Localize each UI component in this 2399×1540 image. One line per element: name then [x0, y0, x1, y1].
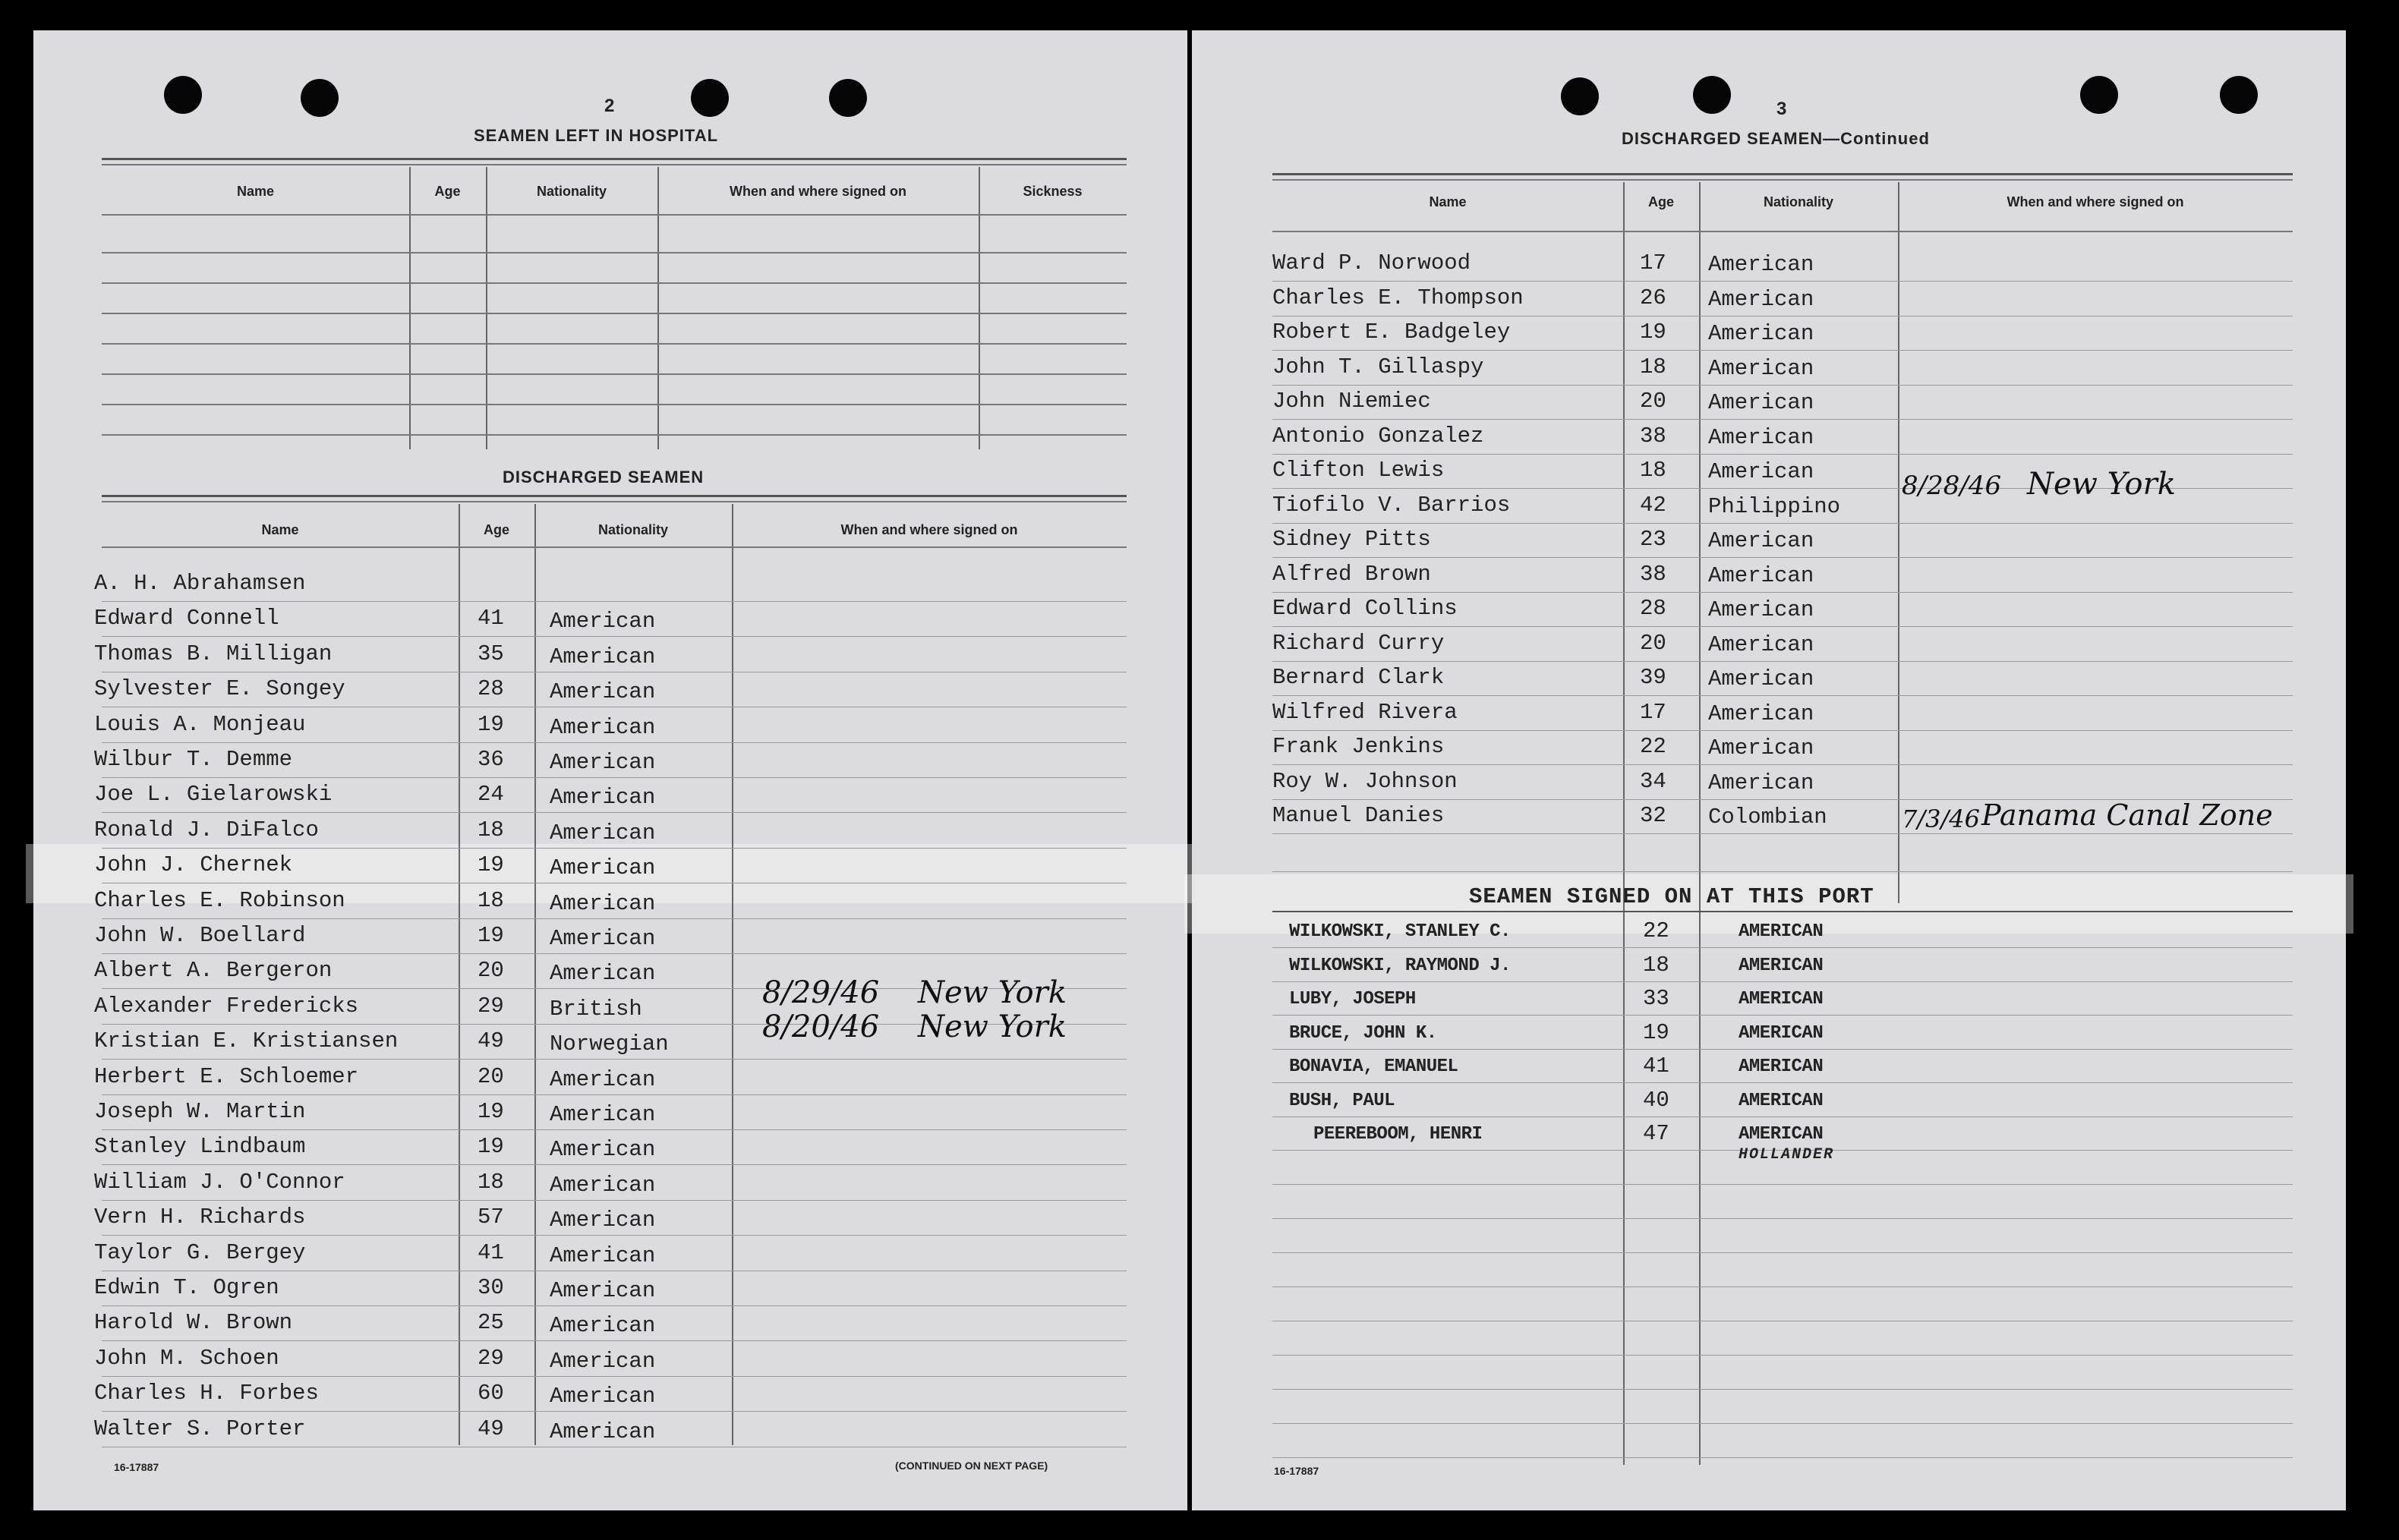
table-row: [33, 606, 1187, 639]
right-page: [1192, 30, 2346, 1510]
column-header: Age: [1647, 194, 1674, 209]
seaman-name: Sylvester E. Songey: [94, 676, 345, 702]
column-header: Name: [1429, 194, 1467, 209]
rule: [102, 158, 1127, 160]
table-row: [33, 641, 1187, 675]
seaman-age: 32: [1640, 803, 1666, 828]
seaman-name: Kristian E. Kristiansen: [94, 1028, 399, 1054]
row-rule: [1272, 833, 2293, 834]
column-divider: [979, 167, 980, 449]
handwritten-date: 8/29/46: [762, 975, 880, 1010]
handwritten-place: New York: [2027, 467, 2176, 502]
seaman-age: 30: [478, 1275, 504, 1300]
seaman-age: 29: [478, 993, 504, 1019]
seaman-age: 38: [1640, 423, 1666, 449]
seaman-nationality: American: [1708, 562, 1814, 588]
signed-on-nationality: AMERICAN: [1739, 1022, 1824, 1044]
column-divider: [657, 167, 659, 449]
seaman-nationality: American: [1708, 528, 1814, 553]
seaman-age: 18: [1640, 458, 1666, 483]
seaman-age: 19: [478, 711, 504, 737]
seaman-age: 18: [478, 817, 504, 842]
row-rule: [102, 343, 1127, 345]
seaman-name: John Niemiec: [1272, 389, 1431, 414]
row-rule: [102, 1129, 1127, 1130]
seaman-name: Harold W. Brown: [94, 1310, 293, 1336]
seaman-nationality: American: [1708, 666, 1814, 691]
seaman-nationality: American: [550, 1278, 656, 1303]
seaman-nationality: American: [550, 926, 656, 951]
rule: [1272, 911, 2293, 912]
seaman-age: 39: [1640, 665, 1666, 690]
row-rule: [1272, 419, 2293, 420]
table-row: [33, 1170, 1187, 1203]
seaman-nationality: American: [550, 1137, 656, 1163]
table-row: [1192, 250, 2346, 284]
table-row: [1192, 769, 2346, 802]
signed-on-age: 19: [1643, 1019, 1669, 1045]
seaman-nationality: American: [550, 961, 656, 987]
seaman-age: 60: [478, 1381, 504, 1406]
seaman-age: 41: [478, 606, 504, 631]
table-row: [1192, 951, 2346, 984]
signed-on-name: BUSH, PAUL: [1289, 1090, 1395, 1111]
seaman-age: 24: [478, 782, 504, 808]
rule: [102, 495, 1127, 497]
table-row: [33, 817, 1187, 851]
seaman-name: Charles H. Forbes: [94, 1381, 319, 1406]
seaman-name: Joe L. Gielarowski: [94, 782, 333, 808]
signed-on-age: 18: [1643, 952, 1669, 978]
row-rule: [1272, 1049, 2293, 1050]
signed-on-age: 33: [1643, 986, 1669, 1011]
rule: [102, 164, 1127, 165]
row-rule: [102, 282, 1127, 284]
form-code: 16-17887: [1274, 1465, 1319, 1477]
seaman-nationality: American: [550, 820, 656, 846]
row-rule: [102, 918, 1127, 919]
table-row: [1192, 984, 2346, 1018]
seaman-nationality: Colombian: [1708, 805, 1827, 830]
seaman-nationality: American: [550, 1208, 656, 1233]
row-rule: [1272, 1252, 2293, 1253]
signed-on-name: BONAVIA, EMANUEL: [1289, 1057, 1458, 1077]
row-rule: [1272, 730, 2293, 731]
signed-on-age: 40: [1643, 1087, 1669, 1113]
seaman-age: 19: [478, 923, 504, 948]
handwritten-date: 7/3/46: [1902, 805, 1980, 833]
seaman-nationality: American: [550, 644, 656, 669]
table-row: [33, 571, 1187, 604]
table-row: [1192, 917, 2346, 950]
punch-hole: [164, 76, 202, 114]
row-rule: [1272, 1218, 2293, 1219]
punch-hole: [301, 79, 339, 117]
punch-hole: [829, 79, 867, 117]
row-rule: [102, 777, 1127, 778]
seaman-age: 19: [1640, 320, 1666, 345]
seaman-nationality: American: [1708, 390, 1814, 415]
row-rule: [102, 1200, 1127, 1201]
row-rule: [102, 812, 1127, 813]
column-header: Name: [236, 184, 275, 199]
row-rule: [1272, 350, 2293, 351]
table-row: [1192, 562, 2346, 595]
row-rule: [102, 313, 1127, 314]
seaman-name: John J. Chernek: [94, 852, 293, 878]
seaman-nationality: American: [1708, 355, 1814, 381]
seaman-nationality: Philippino: [1708, 493, 1841, 519]
table-row: [33, 676, 1187, 710]
column-header: When and where signed on: [729, 184, 906, 199]
seaman-name: A. H. Abrahamsen: [94, 571, 306, 596]
column-divider: [486, 167, 487, 449]
seaman-age: 49: [478, 1416, 504, 1441]
table-row: [1192, 285, 2346, 319]
seaman-age: 29: [478, 1345, 504, 1371]
column-header: Age: [434, 184, 461, 199]
seaman-name: John M. Schoen: [94, 1345, 279, 1371]
signed-on-age: 41: [1643, 1053, 1669, 1079]
table-row: [1192, 734, 2346, 767]
seaman-name: Bernard Clark: [1272, 665, 1445, 690]
signed-on-name: WILKOWSKI, STANLEY C.: [1289, 921, 1511, 942]
handwritten-date: 8/28/46: [1902, 471, 2002, 501]
seaman-age: 17: [1640, 699, 1666, 725]
seaman-nationality: American: [550, 785, 656, 811]
column-header: Age: [483, 522, 509, 537]
table-row: [33, 1381, 1187, 1414]
table-row: [1192, 596, 2346, 629]
signed-on-age: 47: [1643, 1121, 1669, 1146]
seaman-age: 20: [478, 1063, 504, 1089]
column-header: When and where signed on: [2007, 194, 2184, 209]
page-number: 3: [1776, 99, 1787, 119]
signed-on-nationality: AMERICAN: [1739, 1057, 1824, 1077]
row-rule: [102, 1094, 1127, 1095]
row-rule: [1272, 592, 2293, 593]
row-rule: [102, 953, 1127, 954]
signed-on-name: PEEREBOOM, HENRI: [1313, 1124, 1483, 1145]
seaman-nationality: American: [1708, 424, 1814, 450]
row-rule: [102, 373, 1127, 375]
row-rule: [1272, 661, 2293, 662]
row-rule: [102, 1411, 1127, 1412]
seaman-name: Edwin T. Ogren: [94, 1275, 279, 1300]
table-row: [33, 1275, 1187, 1309]
seaman-nationality: Norwegian: [550, 1031, 669, 1057]
seaman-name: Clifton Lewis: [1272, 458, 1445, 483]
row-rule: [1272, 1355, 2293, 1356]
column-header: Nationality: [1763, 194, 1833, 209]
row-rule: [102, 1376, 1127, 1377]
row-rule: [102, 1340, 1127, 1341]
row-rule: [1272, 1082, 2293, 1083]
row-rule: [1272, 1015, 2293, 1016]
seaman-age: 17: [1640, 250, 1666, 276]
seaman-name: Herbert E. Schloemer: [94, 1063, 359, 1089]
row-rule: [102, 404, 1127, 405]
row-rule: [102, 636, 1127, 637]
signed-on-age: 22: [1643, 918, 1669, 943]
seaman-age: 18: [1640, 354, 1666, 379]
seaman-age: 20: [1640, 389, 1666, 414]
column-header: When and where signed on: [840, 522, 1018, 537]
seaman-name: Louis A. Monjeau: [94, 711, 306, 737]
seaman-nationality: American: [550, 609, 656, 635]
row-rule: [1272, 1423, 2293, 1424]
handwritten-place: Panama Canal Zone: [1981, 798, 2273, 832]
seaman-name: Manuel Danies: [1272, 803, 1445, 828]
signed-on-nationality: AMERICAN: [1739, 1090, 1824, 1111]
seaman-name: Taylor G. Bergey: [94, 1239, 306, 1265]
row-rule: [1272, 626, 2293, 627]
left-page: [33, 30, 1187, 1510]
handwritten-place: New York: [918, 975, 1067, 1010]
seaman-name: Joseph W. Martin: [94, 1099, 306, 1124]
rule: [102, 546, 1127, 548]
row-rule: [102, 601, 1127, 602]
seaman-nationality: American: [1708, 770, 1814, 795]
seaman-nationality: American: [550, 1419, 656, 1444]
row-rule: [1272, 454, 2293, 455]
row-rule: [102, 434, 1127, 436]
seaman-age: 41: [478, 1239, 504, 1265]
seaman-name: Stanley Lindbaum: [94, 1134, 306, 1160]
seaman-nationality: American: [1708, 735, 1814, 761]
table-row: [33, 1310, 1187, 1343]
seaman-name: Albert A. Bergeron: [94, 958, 333, 984]
signed-on-nationality: AMERICAN: [1739, 921, 1824, 942]
seaman-name: William J. O'Connor: [94, 1169, 345, 1195]
row-rule: [1272, 523, 2293, 524]
row-rule: [1272, 1116, 2293, 1117]
seaman-name: Edward Collins: [1272, 596, 1458, 621]
discharged-title: DISCHARGED SEAMEN: [503, 468, 705, 487]
seaman-name: Wilbur T. Demme: [94, 747, 293, 772]
column-header: Name: [261, 522, 299, 537]
seaman-nationality: American: [1708, 597, 1814, 622]
seaman-nationality: American: [1708, 286, 1814, 312]
row-rule: [102, 252, 1127, 254]
handwritten-place: New York: [918, 1009, 1067, 1044]
row-rule: [102, 1164, 1127, 1165]
seaman-name: Alexander Fredericks: [94, 993, 359, 1019]
seaman-name: Vern H. Richards: [94, 1205, 306, 1230]
seaman-name: Tiofilo V. Barrios: [1272, 492, 1511, 518]
seaman-age: 20: [1640, 630, 1666, 656]
row-rule: [102, 1235, 1127, 1236]
signed-on-nationality: AMERICAN: [1739, 955, 1824, 976]
seaman-name: Roy W. Johnson: [1272, 768, 1458, 794]
seaman-nationality: American: [550, 890, 656, 916]
seaman-age: 19: [478, 1099, 504, 1124]
row-rule: [1272, 1389, 2293, 1390]
table-row: [1192, 424, 2346, 457]
seaman-name: Richard Curry: [1272, 630, 1445, 656]
row-rule: [1272, 1286, 2293, 1287]
column-header: Nationality: [536, 184, 607, 199]
punch-hole: [2220, 76, 2258, 114]
seaman-name: Robert E. Badgeley: [1272, 320, 1511, 345]
table-row: [33, 852, 1187, 886]
seaman-age: 22: [1640, 734, 1666, 759]
rule: [1272, 231, 2293, 232]
seaman-age: 20: [478, 958, 504, 984]
form-code: 16-17887: [114, 1461, 159, 1473]
table-row: [33, 1240, 1187, 1274]
seaman-age: 57: [478, 1205, 504, 1230]
handwritten-correction: HOLLANDER: [1739, 1146, 1835, 1164]
seaman-age: 28: [1640, 596, 1666, 621]
seaman-name: Alfred Brown: [1272, 561, 1431, 587]
seaman-age: 35: [478, 641, 504, 666]
seaman-nationality: American: [550, 1384, 656, 1409]
seaman-age: 36: [478, 747, 504, 772]
table-row: [1192, 527, 2346, 560]
seaman-name: Thomas B. Milligan: [94, 641, 333, 666]
seaman-nationality: American: [1708, 252, 1814, 277]
table-row: [1192, 1052, 2346, 1085]
table-row: [33, 782, 1187, 815]
row-rule: [102, 848, 1127, 849]
seaman-nationality: American: [550, 750, 656, 775]
rule: [102, 214, 1127, 216]
row-rule: [1272, 764, 2293, 765]
table-row: [33, 1134, 1187, 1167]
seaman-nationality: American: [1708, 701, 1814, 726]
table-row: [33, 1064, 1187, 1098]
seaman-age: 49: [478, 1028, 504, 1054]
seaman-age: 42: [1640, 492, 1666, 518]
row-rule: [1272, 981, 2293, 982]
rule: [1272, 179, 2293, 181]
seaman-age: 19: [478, 1134, 504, 1160]
continued-title: DISCHARGED SEAMEN—Continued: [1622, 129, 1930, 148]
signed-on-nationality: AMERICAN: [1739, 1124, 1824, 1145]
seaman-nationality: American: [1708, 321, 1814, 346]
seaman-age: 38: [1640, 561, 1666, 587]
signed-on-title: SEAMEN SIGNED ON AT THIS PORT: [1469, 884, 1874, 909]
punch-hole: [2080, 76, 2118, 114]
row-rule: [1272, 281, 2293, 282]
row-rule: [1272, 385, 2293, 386]
seaman-age: 23: [1640, 527, 1666, 552]
punch-hole: [1693, 76, 1731, 114]
table-row: [33, 747, 1187, 780]
row-rule: [102, 742, 1127, 743]
table-row: [33, 1346, 1187, 1379]
seaman-age: 25: [478, 1310, 504, 1336]
column-header: Sickness: [1023, 184, 1083, 199]
table-row: [33, 1205, 1187, 1238]
table-row: [1192, 665, 2346, 698]
table-row: [33, 1099, 1187, 1132]
rule: [1272, 173, 2293, 175]
seaman-nationality: American: [550, 855, 656, 881]
seaman-nationality: American: [1708, 459, 1814, 484]
row-rule: [102, 1059, 1127, 1060]
column-header: Nationality: [597, 522, 668, 537]
row-rule: [1272, 1184, 2293, 1185]
seaman-name: Ronald J. DiFalco: [94, 817, 319, 842]
seaman-nationality: American: [550, 1172, 656, 1198]
seaman-nationality: American: [550, 1066, 656, 1092]
table-row: [33, 923, 1187, 956]
row-rule: [102, 1305, 1127, 1306]
table-row: [33, 888, 1187, 921]
punch-hole: [1561, 77, 1599, 115]
seaman-name: Antonio Gonzalez: [1272, 423, 1484, 449]
seaman-name: Edward Connell: [94, 606, 279, 631]
seaman-age: 26: [1640, 285, 1666, 310]
table-row: [1192, 320, 2346, 353]
seaman-age: 18: [478, 887, 504, 913]
seaman-name: Charles E. Thompson: [1272, 285, 1524, 310]
seaman-nationality: American: [550, 1348, 656, 1374]
seaman-age: 18: [478, 1169, 504, 1195]
table-row: [1192, 700, 2346, 733]
signed-on-name: WILKOWSKI, RAYMOND J.: [1289, 955, 1511, 976]
hospital-title: SEAMEN LEFT IN HOSPITAL: [474, 126, 719, 145]
punch-hole: [691, 79, 729, 117]
signed-on-name: BRUCE, JOHN K.: [1289, 1022, 1437, 1044]
seaman-age: 19: [478, 852, 504, 878]
row-rule: [1272, 695, 2293, 696]
seaman-nationality: British: [550, 996, 642, 1022]
seaman-age: 34: [1640, 768, 1666, 794]
table-row: [1192, 1086, 2346, 1120]
seaman-name: Walter S. Porter: [94, 1416, 306, 1441]
table-row: [33, 712, 1187, 745]
seaman-name: Charles E. Robinson: [94, 887, 345, 913]
table-row: [1192, 1019, 2346, 1052]
seaman-nationality: American: [550, 1102, 656, 1127]
seaman-age: 28: [478, 676, 504, 702]
table-row: [1192, 631, 2346, 664]
signed-on-name: LUBY, JOSEPH: [1289, 989, 1416, 1009]
handwritten-date: 8/20/46: [762, 1009, 880, 1044]
table-row: [1192, 354, 2346, 388]
seaman-name: Sidney Pitts: [1272, 527, 1431, 552]
page-number: 2: [604, 96, 615, 116]
continued-note: (CONTINUED ON NEXT PAGE): [895, 1460, 1048, 1472]
seaman-nationality: American: [1708, 631, 1814, 657]
row-rule: [1272, 557, 2293, 558]
seaman-name: Wilfred Rivera: [1272, 699, 1458, 725]
seaman-name: John W. Boellard: [94, 923, 306, 948]
signed-on-nationality: AMERICAN: [1739, 989, 1824, 1009]
column-divider: [409, 167, 411, 449]
table-row: [1192, 389, 2346, 422]
seaman-nationality: American: [550, 714, 656, 740]
row-rule: [1272, 1457, 2293, 1458]
row-rule: [1272, 947, 2293, 948]
seaman-nationality: American: [550, 1313, 656, 1339]
row-rule: [1272, 871, 2293, 872]
table-row: [33, 1416, 1187, 1450]
row-rule: [1272, 316, 2293, 317]
rule: [102, 501, 1127, 502]
seaman-name: Frank Jenkins: [1272, 734, 1445, 759]
seaman-name: John T. Gillaspy: [1272, 354, 1484, 379]
seaman-nationality: American: [550, 1242, 656, 1268]
seaman-name: Ward P. Norwood: [1272, 250, 1471, 276]
seaman-nationality: American: [550, 679, 656, 705]
